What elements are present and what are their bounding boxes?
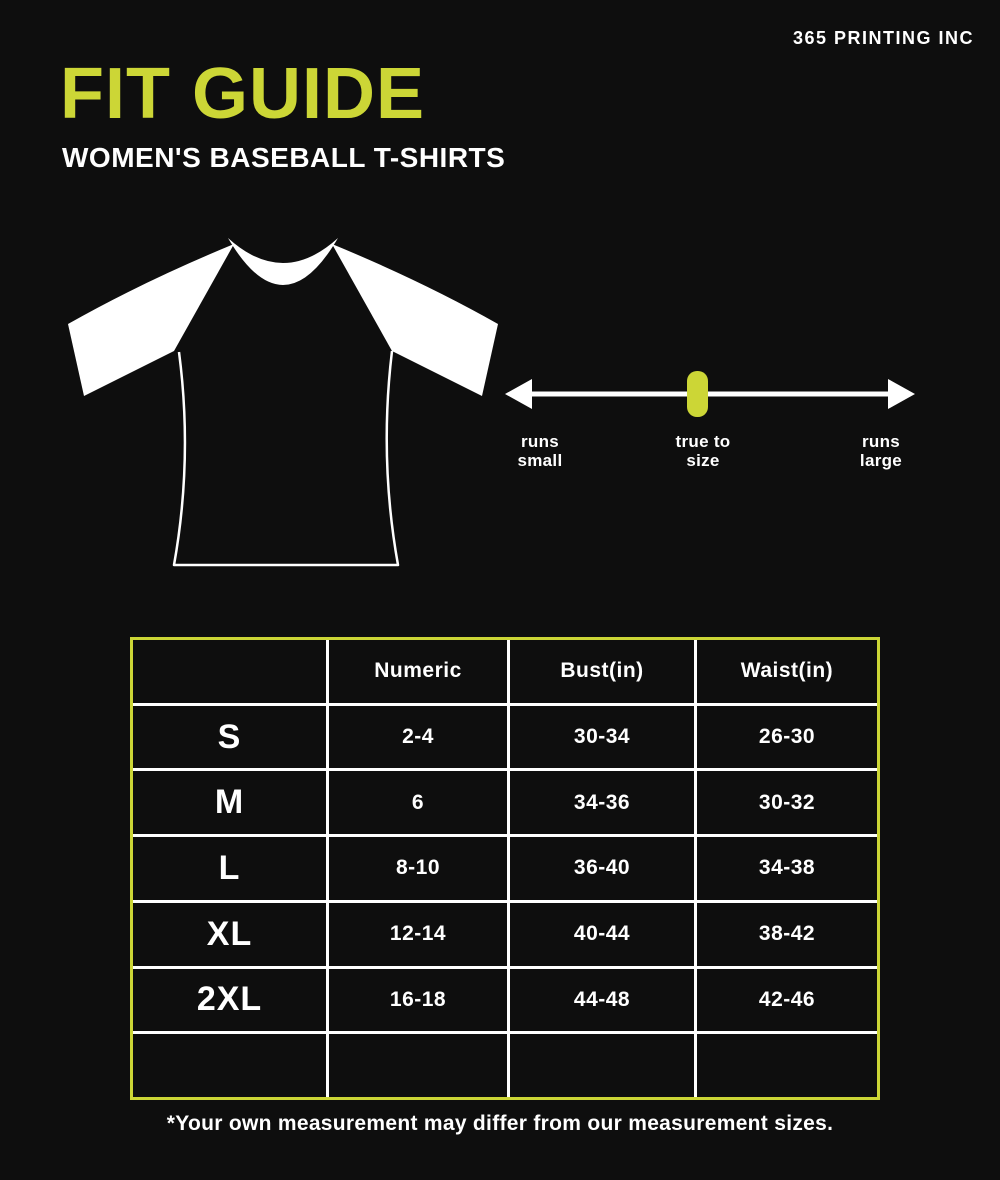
table-header-numeric: Numeric [329,640,507,703]
table-cell-bust: 34-36 [510,771,694,834]
scale-label-true-to-size: true to size [675,432,731,471]
tshirt-icon [58,224,508,574]
table-cell-bust: 36-40 [510,837,694,900]
table-cell-waist: 38-42 [697,903,877,966]
arrow-left-head [505,379,532,409]
page-title: FIT GUIDE [60,54,425,134]
table-cell-numeric: 16-18 [329,969,507,1032]
table-cell-waist: 26-30 [697,706,877,769]
table-header-blank [133,640,326,703]
table-cell-numeric: 12-14 [329,903,507,966]
arrow-right-head [888,379,915,409]
table-cell-bust: 44-48 [510,969,694,1032]
size-table [130,637,880,1100]
table-cell-waist: 34-38 [697,837,877,900]
footnote: *Your own measurement may differ from our measurement sizes. [166,1112,834,1135]
table-cell-numeric: 8-10 [329,837,507,900]
table-cell-size: S [133,706,326,769]
table-cell-size: L [133,837,326,900]
fit-scale [505,368,915,480]
table-header-bust: Bust(in) [510,640,694,703]
brand-text: 365 PRINTING INC [792,28,974,48]
table-cell-bust: 40-44 [510,903,694,966]
table-cell-waist: 42-46 [697,969,877,1032]
true-to-size-marker [687,371,708,417]
table-header-waist: Waist(in) [697,640,877,703]
table-cell-numeric [329,1034,507,1097]
page-subtitle: WOMEN'S BASEBALL T-SHIRTS [62,142,506,173]
table-cell-size: M [133,771,326,834]
table-cell-bust [510,1034,694,1097]
table-cell-numeric: 6 [329,771,507,834]
table-cell-waist [697,1034,877,1097]
table-cell-size: 2XL [133,969,326,1032]
fit-arrow [505,368,915,420]
scale-label-runs-small: runs small [517,432,563,471]
table-cell-numeric: 2-4 [329,706,507,769]
scale-label-runs-large: runs large [859,432,903,471]
table-cell-bust: 30-34 [510,706,694,769]
table-cell-size [133,1034,326,1097]
table-cell-waist: 30-32 [697,771,877,834]
raglan-tee-illustration [58,224,508,579]
table-cell-size: XL [133,903,326,966]
